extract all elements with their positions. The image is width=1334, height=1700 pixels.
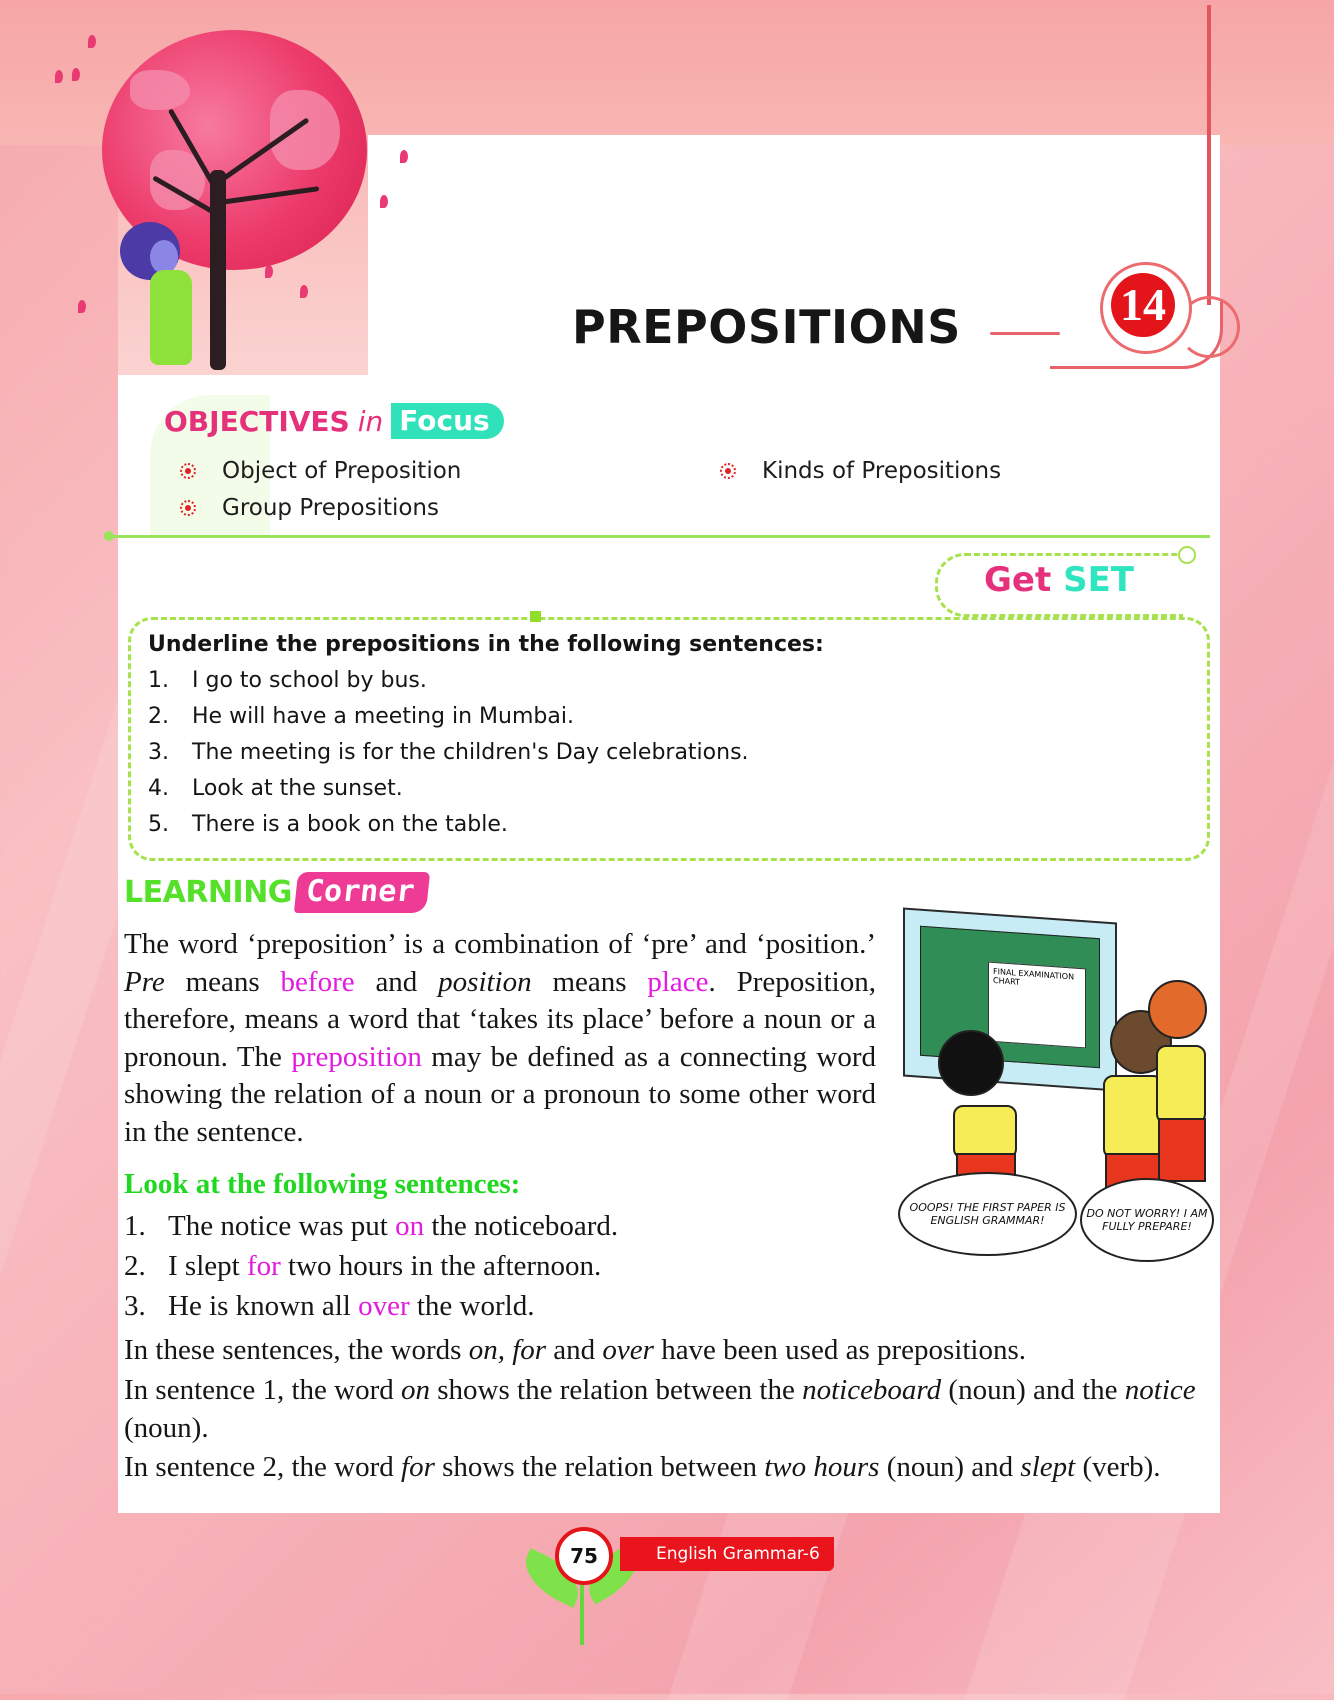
speech-bubble-right: DO NOT WORRY! I AM FULLY PREPARE! <box>1080 1178 1214 1262</box>
exercise-item-number: 4. <box>148 776 169 801</box>
globe-land <box>270 90 340 170</box>
girl-body <box>150 270 192 365</box>
second-boy-shirt <box>1156 1045 1206 1124</box>
exercise-item-text: Look at the sunset. <box>192 776 403 801</box>
second-boy-shorts <box>1158 1118 1206 1182</box>
exercise-item-text: He will have a meeting in Mumbai. <box>192 704 574 729</box>
exercise-item-number: 2. <box>148 704 169 729</box>
focus-pill: Focus <box>391 403 503 439</box>
exercise-instruction: Underline the prepositions in the following sentences: <box>148 632 824 657</box>
background-streak <box>668 1500 853 1700</box>
learning-corner-heading <box>124 872 428 913</box>
explanation-line: In sentence 2, the word for shows the relation between two hours (noun) and slept (verb). <box>124 1451 1161 1483</box>
petal-icon <box>300 285 308 298</box>
learning-label: LEARNING <box>124 875 292 910</box>
exercise-item-text: I go to school by bus. <box>192 668 427 693</box>
exercise-item <box>148 704 574 729</box>
objective-text: Kinds of Prepositions <box>762 458 1002 484</box>
second-boy-head <box>1148 980 1207 1039</box>
girl-shirt <box>953 1105 1017 1159</box>
exercise-item <box>148 812 508 837</box>
petal-icon <box>72 68 80 81</box>
background-streak <box>964 1480 1195 1700</box>
exercise-item-number: 1. <box>148 668 169 693</box>
explanation-line: In sentence 1, the word on shows the relation between the noticeboard (noun) and the notice (noun). <box>124 1374 1196 1444</box>
petal-icon <box>88 35 96 48</box>
girl-head <box>938 1030 1004 1096</box>
highlight-preposition: for <box>246 1250 281 1282</box>
speech-bubble-left: OOOPS! THE FIRST PAPER IS ENGLISH GRAMMAR! <box>898 1172 1077 1256</box>
set-label: SET <box>1063 560 1134 600</box>
objective-item <box>180 495 439 521</box>
objective-item <box>180 458 461 484</box>
exercise-item-number: 3. <box>148 740 169 765</box>
classroom-cartoon-illustration <box>898 910 1210 1255</box>
highlight-preposition: preposition <box>291 1040 422 1073</box>
explanation-line: In these sentences, the words on, for and over have been used as prepositions. <box>124 1334 1027 1366</box>
petal-icon <box>55 70 63 83</box>
highlight-place: place <box>647 965 709 998</box>
page-number: 75 <box>555 1527 613 1585</box>
objectives-label: OBJECTIVES <box>164 404 350 438</box>
book-title-tab: English Grammar-6 <box>620 1537 834 1571</box>
exercise-item <box>148 668 427 693</box>
decorative-vertical-line <box>1207 5 1211 305</box>
bullet-icon <box>180 500 196 516</box>
highlight-preposition: on <box>395 1210 425 1242</box>
exercise-item-text: The meeting is for the children's Day celebrations. <box>192 740 749 765</box>
chapter-number-badge: 14 <box>1111 273 1175 337</box>
petal-icon <box>380 195 388 208</box>
exercise-item <box>148 740 749 765</box>
objectives-heading <box>164 403 504 439</box>
objectives-in-label: in <box>357 404 384 438</box>
petal-icon <box>78 300 86 313</box>
highlight-before: before <box>280 965 355 998</box>
exercise-item <box>148 776 403 801</box>
chapter-title: PREPOSITIONS <box>572 300 961 354</box>
boy-shirt <box>1103 1075 1163 1159</box>
get-set-label <box>984 560 1134 600</box>
globe-land <box>130 70 190 110</box>
example-sentence: 2. I slept for two hours in the afternoon. <box>124 1250 602 1282</box>
section-divider <box>108 535 1210 538</box>
exercise-item-number: 5. <box>148 812 169 837</box>
bullet-icon <box>180 463 196 479</box>
get-set-ring-icon <box>1178 546 1196 564</box>
corner-label: Corner <box>294 872 431 913</box>
girl-face <box>150 240 178 274</box>
look-at-heading: Look at the following sentences: <box>124 1168 521 1200</box>
example-sentence: 1. The notice was put on the noticeboard. <box>124 1210 619 1242</box>
divider-dot <box>104 531 114 541</box>
objective-item <box>720 458 1001 484</box>
definition-paragraph: The word ‘preposition’ is a combination of ‘pre’ and ‘position.’ Pre means before and position means place. Preposition, therefore, means a word that ‘takes its place’ before a noun or a pronoun. The preposition may be defined as a connecting word showing the relation of a noun or a pronoun to some other word in the sentence. <box>124 928 876 1148</box>
example-sentence: 3. He is known all over the world. <box>124 1290 535 1322</box>
objective-text: Object of Preposition <box>222 458 462 484</box>
highlight-preposition: over <box>358 1290 410 1322</box>
bullet-icon <box>720 463 736 479</box>
exercise-item-text: There is a book on the table. <box>192 812 508 837</box>
petal-icon <box>400 150 408 163</box>
petal-icon <box>265 265 273 278</box>
sprout-stem <box>580 1585 584 1645</box>
objective-text: Group Prepositions <box>222 495 439 521</box>
get-label: Get <box>984 560 1052 600</box>
exam-chart-paper: FINAL EXAMINATION CHART <box>988 962 1086 1049</box>
exercise-box-marker <box>530 611 541 622</box>
